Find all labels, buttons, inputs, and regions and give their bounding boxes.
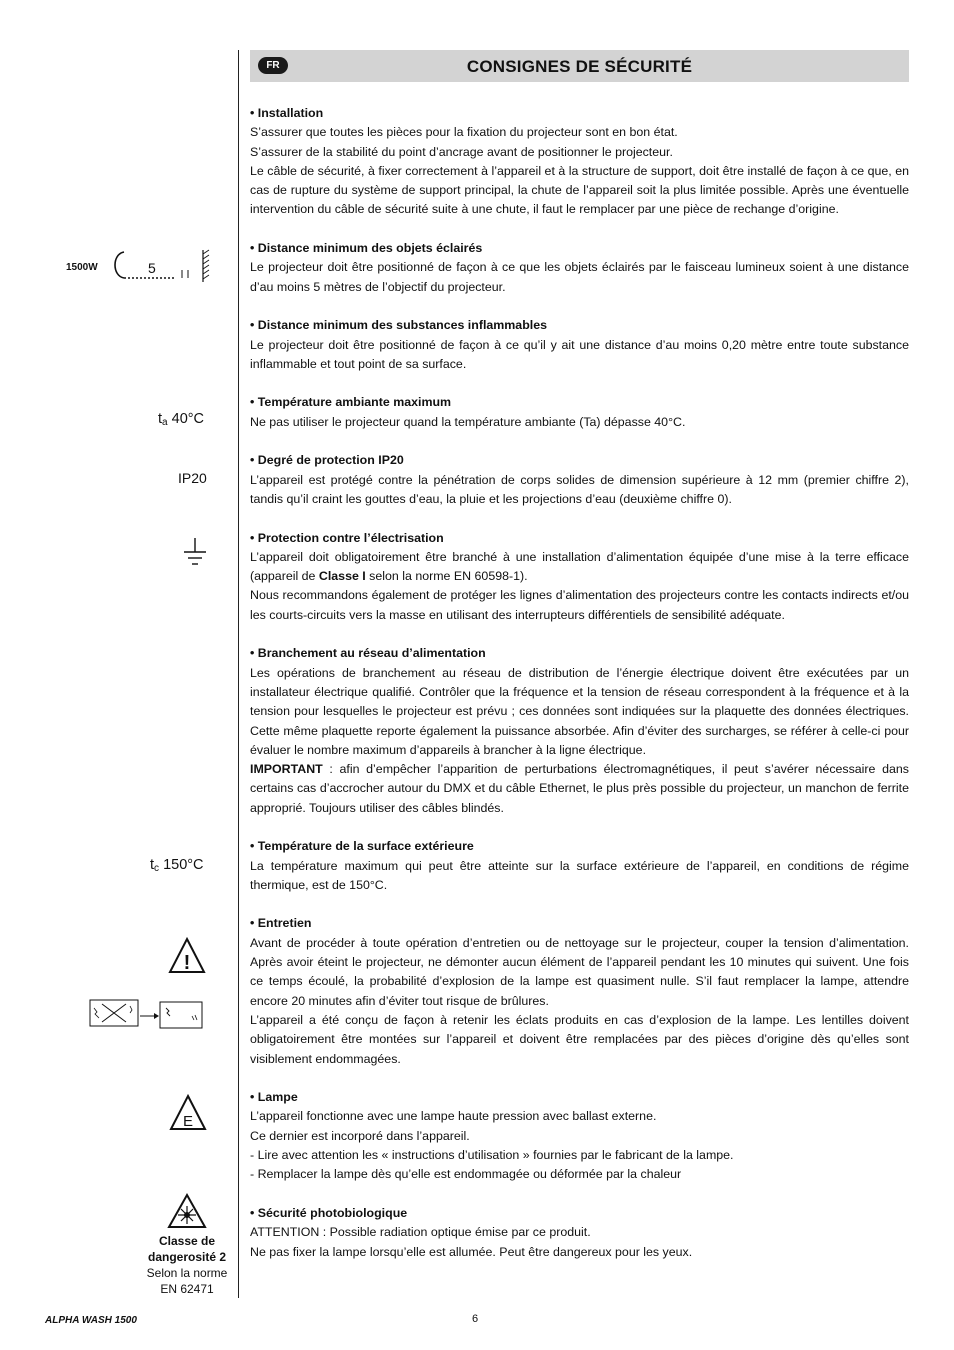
paragraph: Le projecteur doit être positionné de façon à ce qu’il y ait une distance d’au moins 0,20 mètre entre toute substance inflammable et tout point de sa surface. (250, 337, 909, 371)
paragraph: L’appareil est protégé contre la pénétration de corps solides de dimension supérieure à 12 mm (premier chiffre 2), tandis qu’il craint les gouttes d’eau, la pluie et les projections d’eau (deuxième chiffre 0). (250, 472, 909, 506)
section-lamp (250, 1088, 909, 1184)
paragraph: L’appareil fonctionne avec une lampe haute pression avec ballast externe. (250, 1109, 657, 1124)
distance-value: 5 (148, 260, 156, 276)
section-surface-temperature (250, 837, 909, 895)
paragraph: Avant de procéder à toute opération d’entretien ou de nettoyage sur le projecteur, couper la tension d’alimentation. Après avoir éteint le projecteur, ne démonter aucun élément de l’appareil pendant les 10 minutes qui suivent. Une fois ce temps écoulé, la probabilité d’explosion de la lampe est quasiment nulle. S’il faut remplacer la lampe, attendre encore 20 minutes afin d’éviter tout risque de brûlures. (250, 935, 909, 1008)
section-heading: • Distance minimum des substances inflammables (250, 318, 547, 333)
page-number: 6 (472, 1313, 479, 1325)
ground-icon (183, 538, 207, 568)
power-label: 1500W (66, 262, 98, 273)
e-mark-letter: E (182, 1113, 194, 1130)
paragraph: S’assurer de la stabilité du point d’ancrage avant de positionner le projecteur. (250, 144, 673, 159)
section-distance-objects (250, 239, 909, 297)
section-heading: • Température ambiante maximum (250, 395, 452, 410)
paragraph: - Lire avec attention les « instructions d’utilisation » fournies par le fabricant de la lampe. (250, 1148, 734, 1163)
paragraph: ATTENTION : Possible radiation optique émise par ce produit. (250, 1225, 591, 1240)
section-distance-flammable (250, 316, 909, 374)
paragraph: L’appareil a été conçu de façon à retenir les éclats produits en cas d’explosion de la lampe. Les lentilles doivent obligatoirement être montées sur l’appareil et doivent être remplacées par des pièces d’origine dès qu’elles sont visiblement endommagées. (250, 1012, 909, 1066)
column-divider (238, 50, 239, 1298)
paragraph: La température maximum qui peut être atteinte sur la surface extérieure de l’appareil, en conditions de régime thermique, est de 150°C. (250, 858, 909, 892)
paragraph: S’assurer que toutes les pièces pour la fixation du projecteur sont en bon état. (250, 125, 678, 140)
section-maintenance (250, 914, 909, 1068)
paragraph: Le projecteur doit être positionné de façon à ce que les objets éclairés par le faisceau lumineux soient à une distance d’au moins 5 mètres de l’objectif du projecteur. (250, 260, 909, 294)
section-header (250, 50, 909, 82)
section-ip-rating (250, 451, 909, 509)
section-heading: • Branchement au réseau d’alimentation (250, 646, 486, 661)
paragraph: L’appareil doit obligatoirement être branché à une installation d’alimentation équipée d’une mise à la terre efficace (appareil de Classe I selon la norme EN 60598-1). (250, 549, 909, 584)
section-electrical-protection (250, 529, 909, 625)
warning-mark: ! (183, 952, 191, 974)
section-heading: • Température de la surface extérieure (250, 839, 474, 854)
paragraph: Ne pas utiliser le projecteur quand la température ambiante (Ta) dépasse 40°C. (250, 414, 686, 429)
paragraph: Nous recommandons également de protéger les lignes d’alimentation des projecteurs contre les contacts indirects et/ou les courts-circuits vers la masse en utilisant des interrupteurs différentiels de sensibilité adéquate. (250, 588, 909, 622)
section-heading: • Sécurité photobiologique (250, 1205, 408, 1220)
paragraph: Ce dernier est incorporé dans l’appareil. (250, 1128, 470, 1143)
safety-instructions (250, 104, 909, 1281)
section-heading: • Distance minimum des objets éclairés (250, 241, 483, 256)
paragraph: Ne pas fixer la lampe lorsqu’elle est allumée. Peut être dangereux pour les yeux. (250, 1244, 693, 1259)
section-heading: • Entretien (250, 916, 312, 931)
footer-model-name: ALPHA WASH 1500 (45, 1315, 137, 1326)
language-badge: FR (258, 57, 288, 74)
section-heading: • Degré de protection IP20 (250, 453, 404, 468)
paragraph: IMPORTANT : afin d’empêcher l’apparition de perturbations électromagnétiques, il peut s’avérer nécessaire dans certains cas d’accrocher autour du DMX et du câble Ethernet, le plus près possible du projecteur, un manchon de ferrite approprié. Toujours utiliser des câbles blindés. (250, 762, 909, 815)
section-heading: • Protection contre l’électrisation (250, 530, 444, 545)
section-heading: • Installation (250, 106, 324, 120)
hazard-class-note: Classe de dangerosité 2 Selon la norme EN 62471 (146, 1234, 228, 1296)
section-ambient-temperature (250, 393, 909, 432)
page-title: CONSIGNES DE SÉCURITÉ (466, 57, 693, 76)
optical-radiation-icon (167, 1193, 207, 1229)
distance-lit-objects-icon (108, 248, 212, 284)
paragraph: Le câble de sécurité, à fixer correctement à l’appareil et à la structure de support, doit être installé de façon à ce que, en cas de rupture du système de support principal, la chute de l’appareil soit la plus limitée possible. Après une éventuelle intervention du câble de sécurité suite à une chute, il faut le remplacer par une pièce de rechange d’origine. (250, 163, 909, 217)
warning-icon (168, 937, 206, 975)
section-photobiological-safety (250, 1204, 909, 1262)
surface-temperature-label: $t_c$ 150°C (150, 857, 204, 874)
paragraph: Les opérations de branchement au réseau de distribution de l’énergie électrique doivent être exécutées par un installateur électrique qualifié. Contrôler que la fréquence et la tension de réseau correspondent à la fréquence et à la tension pour lesquelles le projecteur est prévu ; ces données sont indiquées sur la plaquette des données électriques. Cette même plaquette reporte également la puissance absorbée. Afin d’éviter des surcharges, se référer à celle-ci pour évaluer le nombre maximum d’appareils à brancher à la ligne électrique. (250, 665, 909, 757)
section-mains-connection (250, 644, 909, 818)
ambient-temperature-label: $t_a$ 40°C (158, 411, 205, 428)
e-mark-icon (169, 1094, 207, 1132)
paragraph: - Remplacer la lampe dès qu’elle est endommagée ou déformée par la chaleur (250, 1167, 682, 1182)
lamp-explosion-lens-icon (88, 998, 206, 1030)
section-heading: • Lampe (250, 1090, 298, 1105)
section-installation (250, 104, 909, 220)
ip-rating-label: IP20 (178, 470, 207, 486)
